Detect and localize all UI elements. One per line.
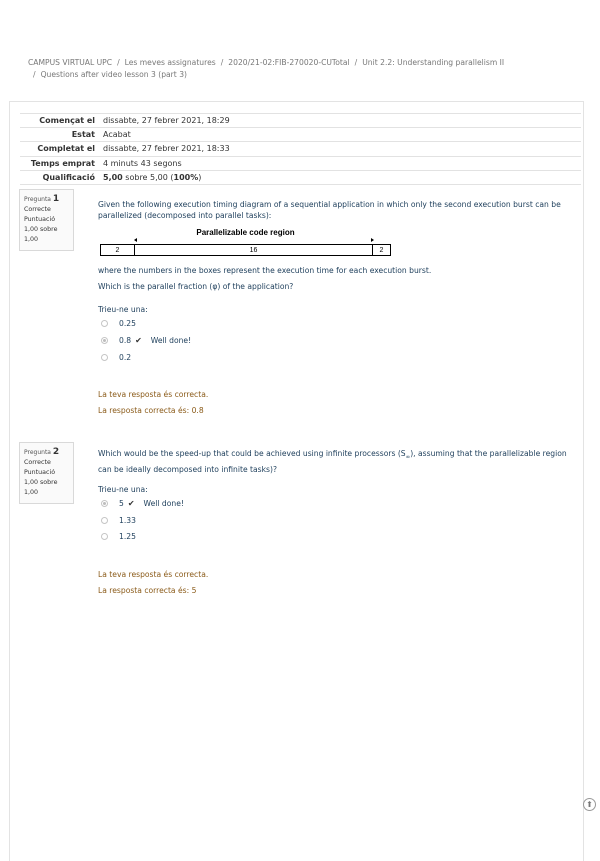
question-mark: Puntuació 1,00 sobre 1,00 xyxy=(24,469,58,496)
option-label: 0.2 xyxy=(119,352,132,362)
radio-button-selected[interactable] xyxy=(101,337,108,344)
answer-option[interactable] xyxy=(101,498,184,508)
radio-button[interactable] xyxy=(101,354,108,361)
attempt-summary-table xyxy=(20,113,581,185)
question-2-text xyxy=(98,448,573,475)
result-message: La teva resposta és correcta. xyxy=(98,570,209,579)
grade-close: ) xyxy=(198,172,202,182)
option-label: 5 xyxy=(119,498,124,508)
question-1-info xyxy=(19,189,74,251)
burst-box: 2 xyxy=(101,245,135,255)
check-icon: ✔ xyxy=(127,498,135,508)
summary-label: Estat xyxy=(71,130,95,140)
summary-row-started xyxy=(20,114,581,128)
grade-percent: 100% xyxy=(173,172,199,182)
question-text-subscript: ∞ xyxy=(405,454,411,461)
question-number xyxy=(24,447,69,458)
breadcrumb-separator: / xyxy=(220,58,224,67)
execution-bursts xyxy=(100,244,391,256)
question-state: Correcte xyxy=(24,459,51,466)
answer-option[interactable] xyxy=(101,318,136,328)
breadcrumb-separator: / xyxy=(117,58,120,67)
summary-value: Acabat xyxy=(103,130,131,140)
option-label: 0.25 xyxy=(119,318,136,328)
breadcrumb-unit-link[interactable]: Unit 2.2: Understanding parallelism II xyxy=(362,58,505,67)
breadcrumb-course-link[interactable]: 2020/21-02:FIB-270020-CUTotal xyxy=(228,58,350,67)
question-word: Pregunta xyxy=(24,196,51,203)
question-1-text: Given the following execution timing diagram of a sequential application in which only the second execution burst can be parallelized (decomposed into parallel tasks): xyxy=(98,200,561,220)
question-number-value: 2 xyxy=(52,447,60,457)
summary-label: Temps emprat xyxy=(30,158,95,168)
diagram-title: Parallelizable code region xyxy=(196,228,295,237)
breadcrumb-quiz-link[interactable]: Questions after video lesson 3 (part 3) xyxy=(40,70,187,79)
answer-option[interactable] xyxy=(101,335,191,345)
execution-timing-diagram xyxy=(100,228,391,258)
option-label: 1.33 xyxy=(119,515,136,525)
question-1-after-text: where the numbers in the boxes represent the execution time for each execution burst. xyxy=(98,266,432,275)
answer-prompt: Trieu-ne una: xyxy=(98,305,148,314)
question-state: Correcte xyxy=(24,206,51,213)
question-number-value: 1 xyxy=(52,194,60,204)
summary-label: Qualificació xyxy=(42,172,95,182)
breadcrumb-my-courses-link[interactable]: Les meves assignatures xyxy=(124,58,216,67)
summary-value: 4 minuts 43 segons xyxy=(103,158,182,168)
region-arrow-icon xyxy=(134,238,374,242)
option-label: 1.25 xyxy=(119,531,136,541)
breadcrumb xyxy=(28,57,573,81)
burst-box: 16 xyxy=(135,245,373,255)
summary-value: dissabte, 27 febrer 2021, 18:29 xyxy=(103,116,230,126)
burst-box: 2 xyxy=(379,246,384,254)
option-feedback: Well done! xyxy=(150,335,192,345)
option-feedback: Well done! xyxy=(143,498,184,508)
question-word: Pregunta xyxy=(24,449,51,456)
question-1-question: Which is the parallel fraction (φ) of the application? xyxy=(98,282,294,291)
correct-answer: La resposta correcta és: 5 xyxy=(98,586,197,595)
summary-row-time-taken xyxy=(20,156,581,170)
question-text-part: ), assuming that the parallelizable region can be ideally decomposed into infinite tasks)? xyxy=(98,449,567,474)
breadcrumb-separator: / xyxy=(33,70,36,79)
summary-value: dissabte, 27 febrer 2021, 18:33 xyxy=(103,144,230,154)
question-text-part: Which would be the speed-up that could be achieved using infinite processors (S xyxy=(98,449,406,458)
breadcrumb-home-link[interactable]: CAMPUS VIRTUAL UPC xyxy=(28,58,113,67)
check-icon: ✔ xyxy=(135,335,142,345)
summary-label: Començat el xyxy=(39,116,95,126)
question-mark: Puntuació 1,00 sobre 1,00 xyxy=(24,216,58,243)
summary-row-grade xyxy=(20,170,581,184)
answer-option[interactable] xyxy=(101,352,131,362)
scroll-to-top-icon[interactable]: ⬆ xyxy=(583,798,596,811)
radio-button-selected[interactable] xyxy=(101,500,108,507)
correct-answer: La resposta correcta és: 0.8 xyxy=(98,406,204,415)
grade-out-of: sobre 5,00 ( xyxy=(125,172,174,182)
answer-prompt: Trieu-ne una: xyxy=(98,485,148,494)
summary-row-completed xyxy=(20,142,581,156)
answer-option[interactable] xyxy=(101,531,136,541)
option-label: 0.8 xyxy=(119,335,132,345)
summary-label: Completat el xyxy=(37,144,95,154)
question-2-info xyxy=(19,442,74,504)
summary-value xyxy=(99,170,581,184)
summary-row-state xyxy=(20,128,581,142)
grade-score: 5,00 xyxy=(103,172,123,182)
radio-button[interactable] xyxy=(101,533,108,540)
answer-option[interactable] xyxy=(101,515,136,525)
question-number xyxy=(24,194,69,205)
radio-button[interactable] xyxy=(101,320,108,327)
breadcrumb-separator: / xyxy=(354,58,358,67)
result-message: La teva resposta és correcta. xyxy=(98,390,209,399)
radio-button[interactable] xyxy=(101,517,108,524)
